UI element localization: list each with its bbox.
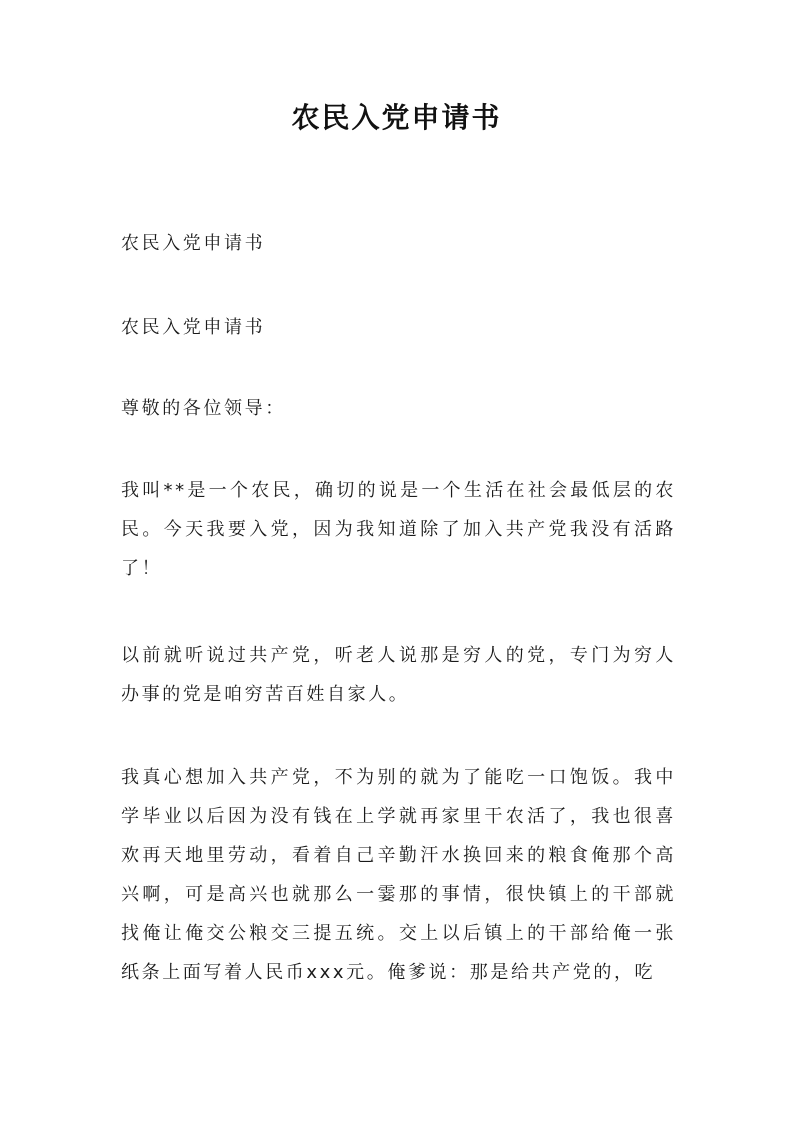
paragraph-heading-2: 农民入党申请书 xyxy=(121,317,266,338)
paragraph-reason: 我真心想加入共产党，不为别的就为了能吃一口饱饭。我中学毕业以后因为没有钱在上学就再家里干农活了，我也很喜欢再天地里劳动，看着自己辛勤汗水换回来的粮食俺那个高兴啊，可是高兴也就那么一霎那的事情，很快镇上的干部就找俺让俺交公粮交三提五统。交上以后镇上的干部给俺一张纸条上面写着人民币xxx元。俺爹说：那是给共产党的，吃 xyxy=(121,767,676,983)
paragraph-introduction: 我叫**是一个农民，确切的说是一个生活在社会最低层的农民。今天我要入党，因为我知道除了加入共产党我没有活路了！ xyxy=(121,480,676,579)
paragraph-background: 以前就听说过共产党，听老人说那是穷人的党，专门为穷人办事的党是咱穷苦百姓自家人。 xyxy=(121,645,676,705)
paragraph-heading-1: 农民入党申请书 xyxy=(121,233,266,254)
document-title: 农民入党申请书 xyxy=(291,101,502,134)
salutation: 尊敬的各位领导： xyxy=(121,398,286,419)
